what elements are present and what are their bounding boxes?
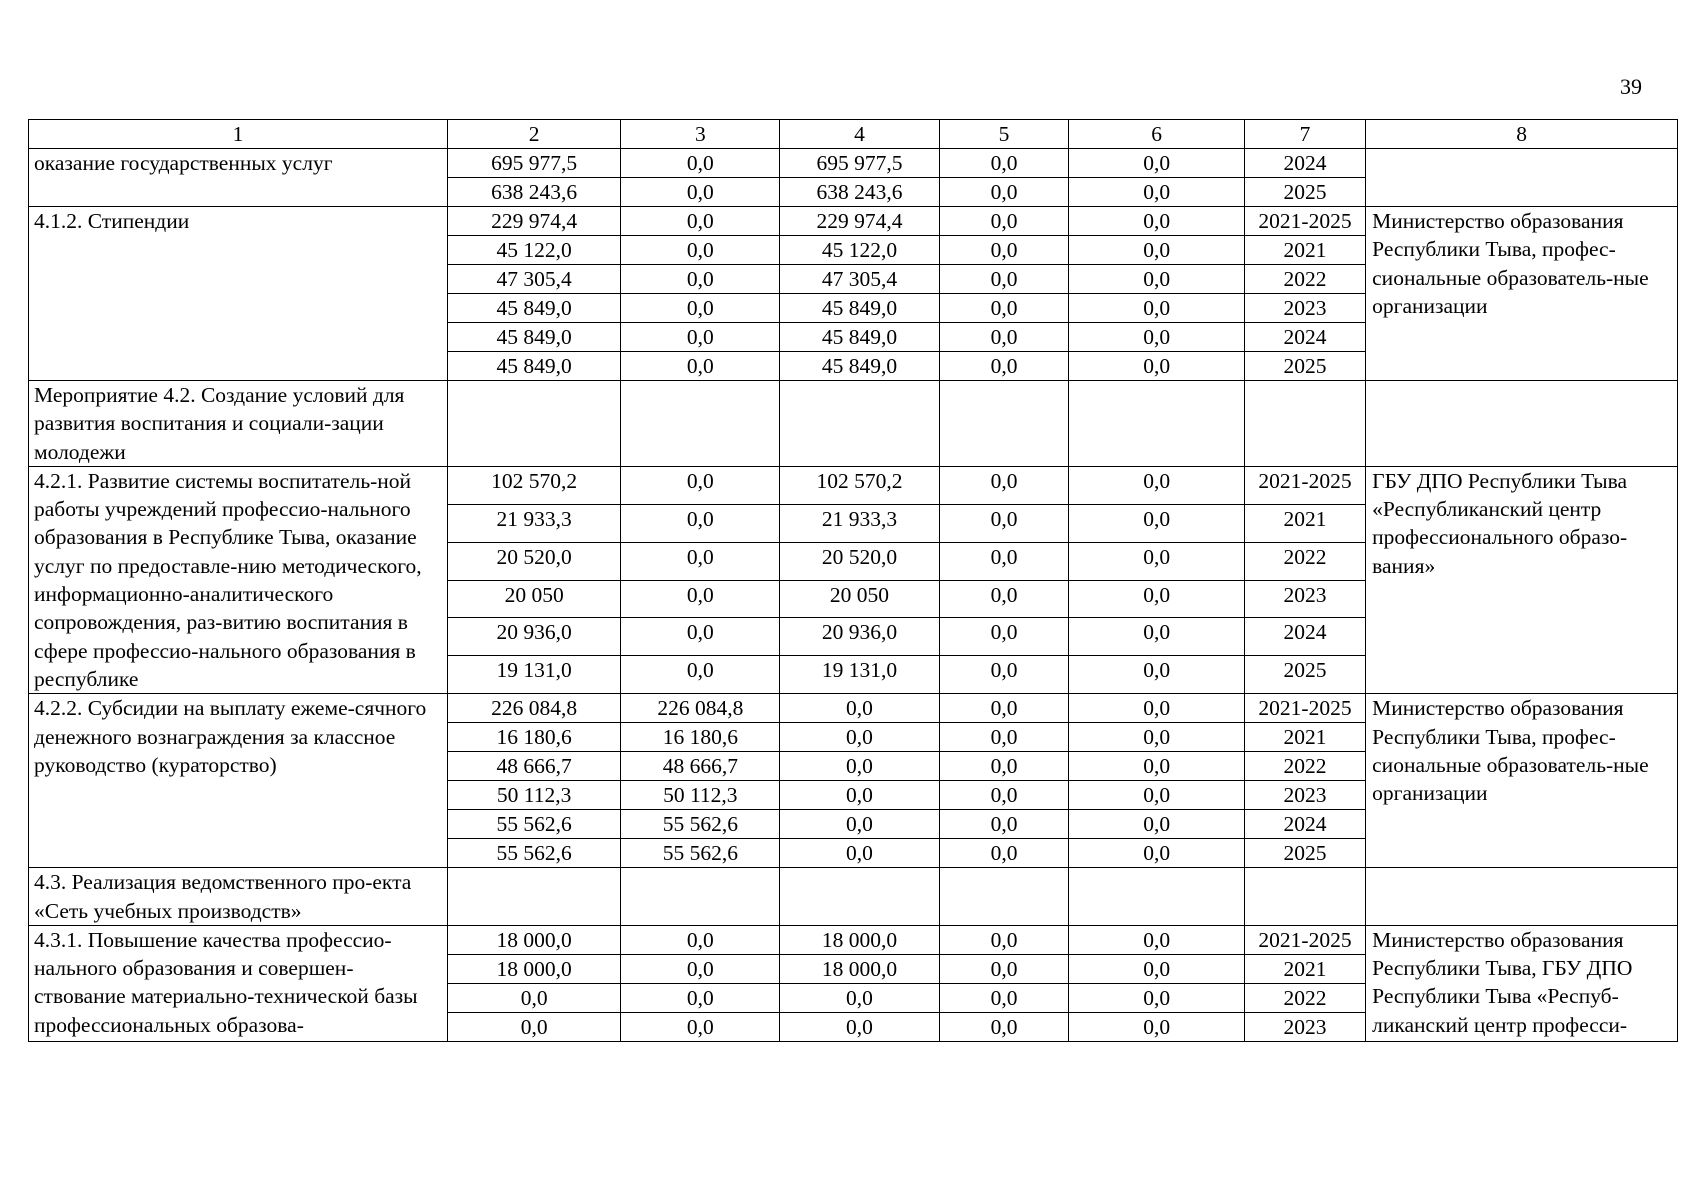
activity-name: 4.2.2. Субсидии на выплату ежеме-сячного денежного вознаграждения за классное руководство (кураторство) [29, 694, 448, 868]
executor [1366, 868, 1678, 926]
column-number: 4 [780, 120, 939, 149]
amount-municipal: 0,0 [939, 1012, 1069, 1041]
amount-federal: 0,0 [621, 1012, 780, 1041]
period-year: 2021 [1244, 954, 1365, 983]
amount-extrabudgetary: 0,0 [1069, 323, 1244, 352]
amount-extrabudgetary: 0,0 [1069, 294, 1244, 323]
amount-total: 55 562,6 [448, 810, 621, 839]
column-number: 5 [939, 120, 1069, 149]
amount-total: 55 562,6 [448, 839, 621, 868]
amount-extrabudgetary: 0,0 [1069, 207, 1244, 236]
amount-total: 229 974,4 [448, 207, 621, 236]
amount-republic: 0,0 [780, 810, 939, 839]
amount-republic: 0,0 [780, 983, 939, 1012]
section-row [29, 868, 1678, 926]
table-row [29, 149, 1678, 178]
column-number: 7 [1244, 120, 1365, 149]
amount-municipal: 0,0 [939, 618, 1069, 656]
amount-municipal: 0,0 [939, 752, 1069, 781]
amount-federal: 0,0 [621, 294, 780, 323]
amount-republic: 45 849,0 [780, 352, 939, 381]
amount-municipal: 0,0 [939, 149, 1069, 178]
empty-cell [448, 381, 621, 467]
empty-cell [621, 868, 780, 926]
amount-total: 18 000,0 [448, 925, 621, 954]
table-row [29, 694, 1678, 723]
amount-extrabudgetary: 0,0 [1069, 1012, 1244, 1041]
amount-municipal: 0,0 [939, 983, 1069, 1012]
amount-federal: 0,0 [621, 618, 780, 656]
page-number: 39 [1620, 74, 1642, 99]
empty-cell [780, 868, 939, 926]
period-year: 2024 [1244, 810, 1365, 839]
amount-extrabudgetary: 0,0 [1069, 236, 1244, 265]
amount-municipal: 0,0 [939, 178, 1069, 207]
amount-republic: 229 974,4 [780, 207, 939, 236]
amount-extrabudgetary: 0,0 [1069, 618, 1244, 656]
amount-republic: 638 243,6 [780, 178, 939, 207]
executor: Министерство образования Республики Тыва, профес-сиональные образователь-ные организации [1366, 694, 1678, 868]
column-number: 6 [1069, 120, 1244, 149]
amount-municipal: 0,0 [939, 580, 1069, 618]
amount-federal: 0,0 [621, 466, 780, 504]
period-year: 2022 [1244, 983, 1365, 1012]
column-number: 3 [621, 120, 780, 149]
table-row [29, 466, 1678, 504]
amount-extrabudgetary: 0,0 [1069, 954, 1244, 983]
empty-cell [448, 868, 621, 926]
executor [1366, 149, 1678, 207]
amount-total: 18 000,0 [448, 954, 621, 983]
empty-cell [1069, 868, 1244, 926]
column-number: 2 [448, 120, 621, 149]
empty-cell [939, 381, 1069, 467]
amount-municipal: 0,0 [939, 504, 1069, 542]
amount-extrabudgetary: 0,0 [1069, 925, 1244, 954]
amount-total: 102 570,2 [448, 466, 621, 504]
activity-name: 4.2.1. Развитие системы воспитатель-ной работы учреждений профессио-нального образования в Республике Тыва, оказание услуг по предоставле-нию методического, информационно-аналитического сопровождения, раз-витию воспитания в сфере профессио-нального образования в республике [29, 466, 448, 693]
amount-republic: 45 849,0 [780, 323, 939, 352]
amount-republic: 47 305,4 [780, 265, 939, 294]
amount-republic: 0,0 [780, 781, 939, 810]
period-year: 2021-2025 [1244, 466, 1365, 504]
amount-federal: 55 562,6 [621, 839, 780, 868]
period-year: 2021 [1244, 504, 1365, 542]
amount-extrabudgetary: 0,0 [1069, 983, 1244, 1012]
period-year: 2022 [1244, 265, 1365, 294]
column-number: 8 [1366, 120, 1678, 149]
amount-total: 48 666,7 [448, 752, 621, 781]
amount-municipal: 0,0 [939, 694, 1069, 723]
amount-municipal: 0,0 [939, 466, 1069, 504]
amount-federal: 0,0 [621, 207, 780, 236]
activity-name: оказание государственных услуг [29, 149, 448, 207]
amount-municipal: 0,0 [939, 810, 1069, 839]
period-year: 2023 [1244, 580, 1365, 618]
table-row [29, 207, 1678, 236]
amount-total: 45 849,0 [448, 352, 621, 381]
period-year: 2023 [1244, 781, 1365, 810]
amount-extrabudgetary: 0,0 [1069, 752, 1244, 781]
amount-total: 21 933,3 [448, 504, 621, 542]
amount-municipal: 0,0 [939, 207, 1069, 236]
amount-total: 20 936,0 [448, 618, 621, 656]
amount-total: 0,0 [448, 1012, 621, 1041]
amount-extrabudgetary: 0,0 [1069, 810, 1244, 839]
program-table [28, 119, 1678, 1042]
amount-total: 45 849,0 [448, 294, 621, 323]
empty-cell [1244, 868, 1365, 926]
amount-republic: 102 570,2 [780, 466, 939, 504]
amount-federal: 0,0 [621, 925, 780, 954]
amount-municipal: 0,0 [939, 781, 1069, 810]
amount-extrabudgetary: 0,0 [1069, 178, 1244, 207]
amount-republic: 45 849,0 [780, 294, 939, 323]
amount-municipal: 0,0 [939, 323, 1069, 352]
amount-federal: 48 666,7 [621, 752, 780, 781]
amount-municipal: 0,0 [939, 839, 1069, 868]
table-body [29, 120, 1678, 1042]
amount-municipal: 0,0 [939, 723, 1069, 752]
amount-extrabudgetary: 0,0 [1069, 723, 1244, 752]
period-year: 2021-2025 [1244, 694, 1365, 723]
executor: ГБУ ДПО Республики Тыва «Республиканский центр профессионального образо-вания» [1366, 466, 1678, 693]
amount-municipal: 0,0 [939, 352, 1069, 381]
amount-federal: 226 084,8 [621, 694, 780, 723]
amount-total: 226 084,8 [448, 694, 621, 723]
period-year: 2024 [1244, 149, 1365, 178]
amount-extrabudgetary: 0,0 [1069, 352, 1244, 381]
activity-name: 4.3. Реализация ведомственного про-екта «Сеть учебных производств» [29, 868, 448, 926]
empty-cell [780, 381, 939, 467]
amount-republic: 0,0 [780, 752, 939, 781]
amount-republic: 18 000,0 [780, 925, 939, 954]
amount-total: 20 520,0 [448, 542, 621, 580]
amount-republic: 0,0 [780, 1012, 939, 1041]
period-year: 2024 [1244, 618, 1365, 656]
amount-federal: 0,0 [621, 954, 780, 983]
amount-federal: 55 562,6 [621, 810, 780, 839]
amount-republic: 0,0 [780, 723, 939, 752]
amount-municipal: 0,0 [939, 265, 1069, 294]
column-number-row [29, 120, 1678, 149]
amount-extrabudgetary: 0,0 [1069, 542, 1244, 580]
amount-federal: 0,0 [621, 656, 780, 694]
period-year: 2025 [1244, 656, 1365, 694]
amount-municipal: 0,0 [939, 236, 1069, 265]
period-year: 2021 [1244, 723, 1365, 752]
period-year: 2022 [1244, 752, 1365, 781]
amount-total: 47 305,4 [448, 265, 621, 294]
amount-extrabudgetary: 0,0 [1069, 149, 1244, 178]
amount-federal: 0,0 [621, 323, 780, 352]
amount-total: 695 977,5 [448, 149, 621, 178]
amount-municipal: 0,0 [939, 294, 1069, 323]
amount-extrabudgetary: 0,0 [1069, 656, 1244, 694]
executor [1366, 381, 1678, 467]
amount-republic: 45 122,0 [780, 236, 939, 265]
column-number: 1 [29, 120, 448, 149]
amount-federal: 0,0 [621, 236, 780, 265]
amount-extrabudgetary: 0,0 [1069, 580, 1244, 618]
amount-extrabudgetary: 0,0 [1069, 781, 1244, 810]
period-year: 2025 [1244, 178, 1365, 207]
empty-cell [1244, 381, 1365, 467]
period-year: 2023 [1244, 294, 1365, 323]
amount-federal: 0,0 [621, 149, 780, 178]
period-year: 2023 [1244, 1012, 1365, 1041]
amount-total: 19 131,0 [448, 656, 621, 694]
amount-republic: 19 131,0 [780, 656, 939, 694]
amount-federal: 0,0 [621, 178, 780, 207]
executor: Министерство образования Республики Тыва, ГБУ ДПО Республики Тыва «Респуб-ликанский центр професси- [1366, 925, 1678, 1041]
amount-federal: 0,0 [621, 265, 780, 294]
amount-republic: 20 520,0 [780, 542, 939, 580]
activity-name: Мероприятие 4.2. Создание условий для развития воспитания и социали-зации молодежи [29, 381, 448, 467]
activity-name: 4.3.1. Повышение качества профессио-нального образования и совершен-ствование материально-технической базы профессиональных образова- [29, 925, 448, 1041]
amount-republic: 20 050 [780, 580, 939, 618]
amount-extrabudgetary: 0,0 [1069, 504, 1244, 542]
amount-municipal: 0,0 [939, 925, 1069, 954]
amount-federal: 0,0 [621, 352, 780, 381]
amount-extrabudgetary: 0,0 [1069, 466, 1244, 504]
amount-federal: 0,0 [621, 580, 780, 618]
amount-republic: 21 933,3 [780, 504, 939, 542]
table-row [29, 925, 1678, 954]
amount-federal: 50 112,3 [621, 781, 780, 810]
amount-total: 638 243,6 [448, 178, 621, 207]
amount-federal: 0,0 [621, 504, 780, 542]
executor: Министерство образования Республики Тыва, профес-сиональные образователь-ные организации [1366, 207, 1678, 381]
amount-republic: 0,0 [780, 839, 939, 868]
amount-municipal: 0,0 [939, 656, 1069, 694]
period-year: 2021-2025 [1244, 207, 1365, 236]
activity-name: 4.1.2. Стипендии [29, 207, 448, 381]
period-year: 2021-2025 [1244, 925, 1365, 954]
amount-federal: 0,0 [621, 983, 780, 1012]
empty-cell [1069, 381, 1244, 467]
amount-total: 50 112,3 [448, 781, 621, 810]
amount-extrabudgetary: 0,0 [1069, 694, 1244, 723]
amount-municipal: 0,0 [939, 542, 1069, 580]
empty-cell [939, 868, 1069, 926]
amount-total: 45 122,0 [448, 236, 621, 265]
period-year: 2021 [1244, 236, 1365, 265]
amount-republic: 18 000,0 [780, 954, 939, 983]
period-year: 2024 [1244, 323, 1365, 352]
empty-cell [621, 381, 780, 467]
amount-total: 0,0 [448, 983, 621, 1012]
amount-republic: 695 977,5 [780, 149, 939, 178]
amount-total: 20 050 [448, 580, 621, 618]
section-row [29, 381, 1678, 467]
amount-extrabudgetary: 0,0 [1069, 265, 1244, 294]
amount-total: 45 849,0 [448, 323, 621, 352]
period-year: 2022 [1244, 542, 1365, 580]
amount-federal: 0,0 [621, 542, 780, 580]
amount-extrabudgetary: 0,0 [1069, 839, 1244, 868]
amount-municipal: 0,0 [939, 954, 1069, 983]
amount-federal: 16 180,6 [621, 723, 780, 752]
amount-republic: 20 936,0 [780, 618, 939, 656]
amount-republic: 0,0 [780, 694, 939, 723]
period-year: 2025 [1244, 352, 1365, 381]
period-year: 2025 [1244, 839, 1365, 868]
amount-total: 16 180,6 [448, 723, 621, 752]
